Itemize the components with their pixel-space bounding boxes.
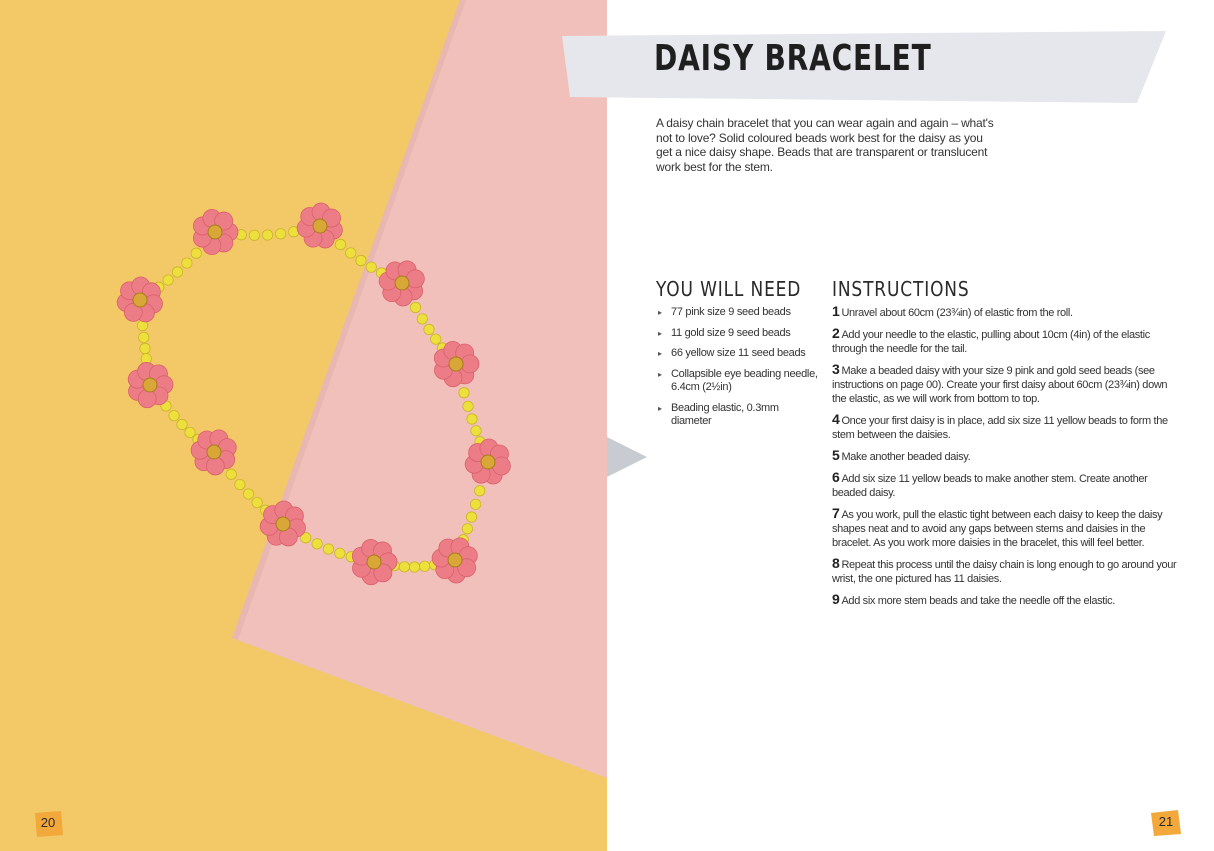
page-title: DAISY BRACELET (654, 38, 932, 79)
stem-bead (346, 248, 356, 258)
instruction-step: 5 Make another beaded daisy. (832, 447, 971, 463)
stem-bead (139, 332, 149, 342)
bullet-icon: ▸ (658, 349, 662, 358)
stem-bead (424, 324, 434, 334)
stem-bead (475, 486, 485, 496)
stem-bead (471, 426, 481, 436)
stem-bead (172, 267, 182, 277)
stem-bead (312, 539, 322, 549)
instruction-step: 9 Add six more stem beads and take the needle off the elastic. (832, 591, 1115, 607)
stem-bead (249, 230, 259, 240)
stem-bead (275, 229, 285, 239)
intro-paragraph: A daisy chain bracelet that you can wear again and again – what's not to love? Solid coloured beads work best for the daisy as you get a nice daisy shape. Beads that are transparent or translucent work best for the stem. (656, 116, 994, 174)
stem-bead (335, 239, 345, 249)
gold-center-bead (143, 378, 157, 392)
gold-center-bead (276, 517, 290, 531)
stem-bead (467, 414, 477, 424)
petal-bead (138, 390, 156, 408)
stem-bead (226, 469, 236, 479)
stem-bead (262, 230, 272, 240)
stem-bead (459, 388, 469, 398)
instructions-heading: INSTRUCTIONS (832, 277, 970, 301)
stem-bead (462, 524, 472, 534)
instruction-step: 1 Unravel about 60cm (23¾in) of elastic from the roll. (832, 303, 1073, 319)
petal-bead (206, 457, 224, 475)
gold-center-bead (367, 555, 381, 569)
gold-center-bead (207, 445, 221, 459)
bullet-icon: ▸ (658, 308, 662, 317)
stem-bead (335, 548, 345, 558)
list-item: ▸ 11 gold size 9 seed beads (658, 326, 791, 339)
stem-bead (409, 562, 419, 572)
stem-bead (169, 410, 179, 420)
stem-bead (163, 275, 173, 285)
stem-bead (431, 334, 441, 344)
list-item: ▸ 66 yellow size 11 seed beads (658, 347, 806, 359)
stem-bead (366, 262, 376, 272)
stem-bead (356, 255, 366, 265)
instruction-step: 2 Add your needle to the elastic, pulling about 10cm (4in) of the elastic through the needle for the tail. (832, 325, 1150, 355)
supplies-list (658, 306, 818, 436)
stem-bead (463, 401, 473, 411)
gold-center-bead (395, 276, 409, 290)
list-item: ▸ 77 pink size 9 seed beads (658, 306, 791, 318)
you-will-need-heading: YOU WILL NEED (656, 277, 802, 301)
arrow-pointer-icon (607, 437, 647, 477)
gold-center-bead (448, 553, 462, 567)
stem-bead (182, 258, 192, 268)
stem-bead (417, 314, 427, 324)
stem-bead (252, 497, 262, 507)
stem-bead (470, 499, 480, 509)
instruction-step: 4 Once your first daisy is in place, add six size 11 yellow beads to form the stem between the daisies. (832, 411, 1168, 441)
stem-bead (177, 419, 187, 429)
stem-bead (185, 427, 195, 437)
stem-bead (235, 479, 245, 489)
instruction-step: 6 Add six size 11 yellow beads to make another stem. Create another beaded daisy. (832, 469, 1148, 499)
petal-bead (461, 355, 479, 373)
instructions-list (832, 304, 1177, 614)
stem-bead (419, 561, 429, 571)
stem-bead (399, 562, 409, 572)
stem-bead (323, 544, 333, 554)
instruction-step: 7 As you work, pull the elastic tight between each daisy to keep the daisy shapes neat and to avoid any gaps between stems and daisies in the bracelet. As you work more daisies in the bracelet, this will feel better. (832, 505, 1163, 549)
gold-center-bead (208, 225, 222, 239)
bullet-icon: ▸ (658, 403, 662, 413)
stem-bead (410, 302, 420, 312)
stem-bead (140, 343, 150, 353)
stem-bead (466, 512, 476, 522)
page-number-left: 20 (33, 811, 63, 835)
bullet-icon: ▸ (658, 369, 662, 379)
gold-center-bead (133, 293, 147, 307)
list-item: ▸ Collapsible eye beading needle, 6.4cm (2½in) (658, 367, 818, 393)
stem-bead (243, 489, 253, 499)
instruction-step: 8 Repeat this process until the daisy chain is long enough to go around your wrist, the one pictured has 11 daisies. (832, 555, 1177, 585)
list-item: ▸ Beading elastic, 0.3mm diameter (658, 401, 779, 427)
gold-center-bead (313, 219, 327, 233)
page-number-right: 21 (1151, 810, 1181, 834)
bullet-icon: ▸ (658, 328, 662, 338)
gold-center-bead (481, 455, 495, 469)
stem-bead (191, 248, 201, 258)
gold-center-bead (449, 357, 463, 371)
instruction-step: 3 Make a beaded daisy with your size 9 pink and gold seed beads (see instructions on page 00). Create your first daisy about 60cm (23¾in) down the elastic, as we will work from bottom to top. (832, 361, 1168, 405)
